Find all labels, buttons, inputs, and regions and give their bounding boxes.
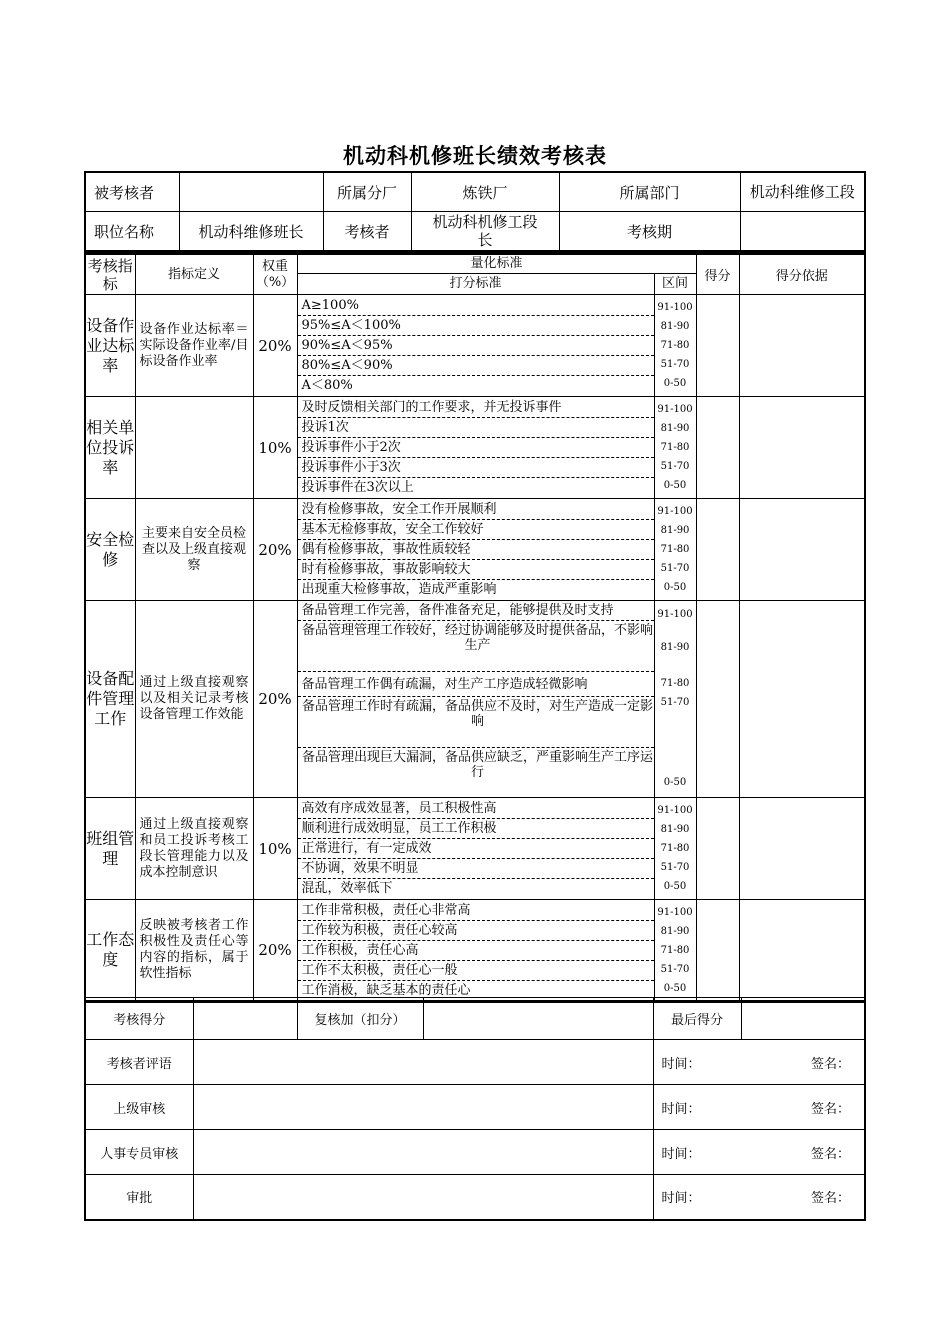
hr-review-label: 人事专员审核 [85, 1130, 193, 1175]
range-item: 51-70 [660, 563, 690, 574]
indicator-name: 安全检修 [85, 499, 135, 601]
criteria-list [297, 900, 654, 1002]
criteria-item: 90%≤A＜95% [298, 336, 654, 356]
criteria-item: 出现重大检修事故，造成严重影响 [301, 582, 497, 597]
indicator-weight: 20% [253, 499, 297, 601]
examiner-value: 机动科机修工段长 [411, 212, 559, 252]
basis-cell[interactable] [739, 798, 865, 900]
indicator-row [85, 900, 865, 1002]
indicator-weight: 20% [253, 295, 297, 397]
range-list [654, 295, 696, 397]
criteria-item: 投诉事件小于2次 [298, 438, 654, 458]
approval-field[interactable] [193, 1175, 653, 1220]
range-item: 0-50 [663, 582, 687, 593]
range-item: 0-50 [663, 776, 687, 788]
final-label: 最后得分 [653, 998, 741, 1040]
range-item: 91-100 [657, 608, 693, 620]
range-item: 0-50 [663, 881, 687, 892]
time-label: 时间： [661, 1146, 701, 1162]
criteria-item: 工作积极，责任心高 [298, 941, 654, 961]
criteria-item: 不协调，效果不明显 [298, 859, 654, 879]
indicator-definition [135, 397, 253, 499]
period-field[interactable] [740, 212, 865, 252]
range-item: 71-80 [660, 843, 690, 854]
criteria-list [297, 397, 654, 499]
factory-label: 所属分厂 [323, 172, 411, 212]
page-title: 机动科机修班长绩效考核表 [343, 143, 607, 168]
sign-label: 签名： [810, 1101, 850, 1117]
basis-cell[interactable] [739, 900, 865, 1002]
header-weight: 权重（%） [253, 254, 297, 295]
range-item: 91-100 [657, 906, 693, 918]
header-criteria: 打分标准 [297, 274, 654, 295]
header-indicator: 考核指标 [85, 254, 135, 295]
time-label: 时间： [661, 1101, 701, 1117]
criteria-item: 高效有序成效显著，员工积极性高 [298, 799, 654, 819]
indicator-name: 设备作业达标率 [85, 295, 135, 397]
approval-label: 审批 [85, 1175, 193, 1220]
range-item: 71-80 [660, 944, 690, 956]
footer-table [84, 997, 866, 1221]
criteria-item: 80%≤A＜90% [298, 356, 654, 376]
range-item: 91-100 [657, 302, 693, 313]
criteria-item: 基本无检修事故，安全工作较好 [298, 520, 654, 540]
basis-cell[interactable] [739, 601, 865, 798]
criteria-item: 正常进行，有一定成效 [298, 839, 654, 859]
review-label: 复核加（扣分） [297, 998, 423, 1040]
criteria-list [297, 601, 654, 798]
criteria-item: 投诉事件在3次以上 [301, 480, 414, 495]
superior-review-label: 上级审核 [85, 1085, 193, 1130]
indicator-weight: 20% [253, 601, 297, 798]
hr-review-field[interactable] [193, 1130, 653, 1175]
criteria-item: 混乱，效率低下 [301, 881, 393, 896]
basis-cell[interactable] [739, 295, 865, 397]
header-score: 得分 [696, 254, 739, 295]
sign-label: 签名： [810, 1146, 850, 1162]
range-item: 81-90 [660, 642, 690, 653]
indicator-row [85, 798, 865, 900]
indicator-definition: 通过上级直接观察以及相关记录考核设备管理工作效能 [135, 601, 253, 798]
score-cell[interactable] [696, 499, 739, 601]
criteria-item: 备品管理工作偶有疏漏，对生产工序造成轻微影响 [298, 672, 654, 697]
criteria-item: 95%≤A＜100% [298, 316, 654, 336]
header-basis: 得分依据 [739, 254, 865, 295]
comment-label: 考核者评语 [85, 1040, 193, 1085]
range-item: 81-90 [660, 321, 690, 332]
score-cell[interactable] [696, 601, 739, 798]
criteria-list [297, 295, 654, 397]
score-cell[interactable] [696, 295, 739, 397]
criteria-item: 工作非常积极，责任心非常高 [298, 901, 654, 921]
final-field[interactable] [741, 998, 865, 1040]
indicator-weight: 10% [253, 798, 297, 900]
range-list [654, 900, 696, 1002]
range-item: 71-80 [660, 340, 690, 351]
time-label: 时间： [661, 1191, 701, 1207]
dept-label: 所属部门 [559, 172, 740, 212]
criteria-item: 备品管理工作时有疏漏，备品供应不及时，对生产造成一定影响 [298, 697, 654, 748]
indicator-weight: 10% [253, 397, 297, 499]
range-list [654, 601, 696, 798]
indicator-name: 相关单位投诉率 [85, 397, 135, 499]
criteria-item: 工作不太积极，责任心一般 [298, 961, 654, 981]
indicator-row [85, 295, 865, 397]
range-item: 81-90 [660, 423, 690, 434]
criteria-item: 工作较为积极，责任心较高 [298, 921, 654, 941]
range-list [654, 798, 696, 900]
range-item: 91-100 [657, 404, 693, 415]
range-list [654, 499, 696, 601]
range-item: 71-80 [660, 678, 690, 689]
score-cell[interactable] [696, 798, 739, 900]
examiner-label: 考核者 [323, 212, 411, 252]
indicator-definition: 设备作业达标率＝实际设备作业率/目标设备作业率 [135, 295, 253, 397]
range-item: 0-50 [663, 982, 687, 994]
score-cell[interactable] [696, 397, 739, 499]
range-item: 91-100 [657, 805, 693, 816]
criteria-item: A≥100% [298, 296, 654, 316]
indicator-name: 设备配件管理工作 [85, 601, 135, 798]
range-item: 71-80 [660, 544, 690, 555]
range-item: 71-80 [660, 442, 690, 453]
range-item: 81-90 [660, 925, 690, 937]
comment-field[interactable] [193, 1040, 653, 1085]
criteria-item: 备品管理工作完善，备件准备充足，能够提供及时支持 [298, 601, 654, 621]
criteria-item: 工作消极，缺乏基本的责任心 [301, 982, 471, 998]
indicator-definition: 通过上级直接观察和员工投诉考核工段长管理能力以及成本控制意识 [135, 798, 253, 900]
range-item: 51-70 [660, 461, 690, 472]
criteria-item: 没有检修事故，安全工作开展顺利 [298, 500, 654, 520]
indicator-row [85, 601, 865, 798]
period-label: 考核期 [559, 212, 740, 252]
criteria-item: 偶有检修事故，事故性质较轻 [298, 540, 654, 560]
header-quant: 量化标准 [297, 254, 696, 274]
score-field[interactable] [193, 998, 297, 1040]
criteria-item: 备品管理管理工作较好，经过协调能够及时提供备品，不影响生产 [298, 621, 654, 672]
range-item: 91-100 [657, 506, 693, 517]
review-field[interactable] [423, 998, 653, 1040]
range-item: 51-70 [660, 359, 690, 370]
range-item: 0-50 [663, 378, 687, 389]
sign-label: 签名： [810, 1056, 850, 1072]
range-item: 81-90 [660, 525, 690, 536]
criteria-list [297, 499, 654, 601]
range-list [654, 397, 696, 499]
range-item: 51-70 [660, 963, 690, 975]
criteria-item: 备品管理出现巨大漏洞，备品供应缺乏，严重影响生产工序运行 [301, 750, 653, 780]
position-label: 职位名称 [85, 212, 179, 252]
range-item: 51-70 [660, 697, 690, 708]
criteria-item: A＜80% [301, 378, 353, 393]
criteria-item: 时有检修事故，事故影响较大 [298, 560, 654, 580]
range-item: 0-50 [663, 480, 687, 491]
indicator-name: 工作态度 [85, 900, 135, 1002]
criteria-list [297, 798, 654, 900]
indicator-definition: 主要来自安全员检查以及上级直接观察 [135, 499, 253, 601]
criteria-item: 投诉1次 [298, 418, 654, 438]
basis-cell[interactable] [739, 397, 865, 499]
indicator-row [85, 397, 865, 499]
time-label: 时间： [661, 1056, 701, 1072]
dept-value: 机动科维修工段 [740, 172, 865, 212]
range-item: 51-70 [660, 862, 690, 873]
indicator-weight: 20% [253, 900, 297, 1002]
header-definition: 指标定义 [135, 254, 253, 295]
sign-label: 签名： [810, 1191, 850, 1207]
score-label: 考核得分 [85, 998, 193, 1040]
factory-value: 炼铁厂 [411, 172, 559, 212]
examinee-label: 被考核者 [85, 172, 179, 212]
indicator-row [85, 499, 865, 601]
info-table [84, 171, 866, 252]
criteria-item: 顺利进行成效明显，员工工作积极 [298, 819, 654, 839]
position-value: 机动科维修班长 [179, 212, 323, 252]
range-item: 81-90 [660, 824, 690, 835]
criteria-item: 投诉事件小于3次 [298, 458, 654, 478]
indicator-definition: 反映被考核者工作积极性及责任心等内容的指标，属于软性指标 [135, 900, 253, 1002]
score-cell[interactable] [696, 900, 739, 1002]
examinee-field[interactable] [179, 172, 323, 212]
criteria-item: 及时反馈相关部门的工作要求，并无投诉事件 [298, 398, 654, 418]
header-range: 区间 [654, 274, 696, 295]
indicator-name: 班组管理 [85, 798, 135, 900]
indicator-table [84, 252, 866, 1003]
basis-cell[interactable] [739, 499, 865, 601]
superior-review-field[interactable] [193, 1085, 653, 1130]
